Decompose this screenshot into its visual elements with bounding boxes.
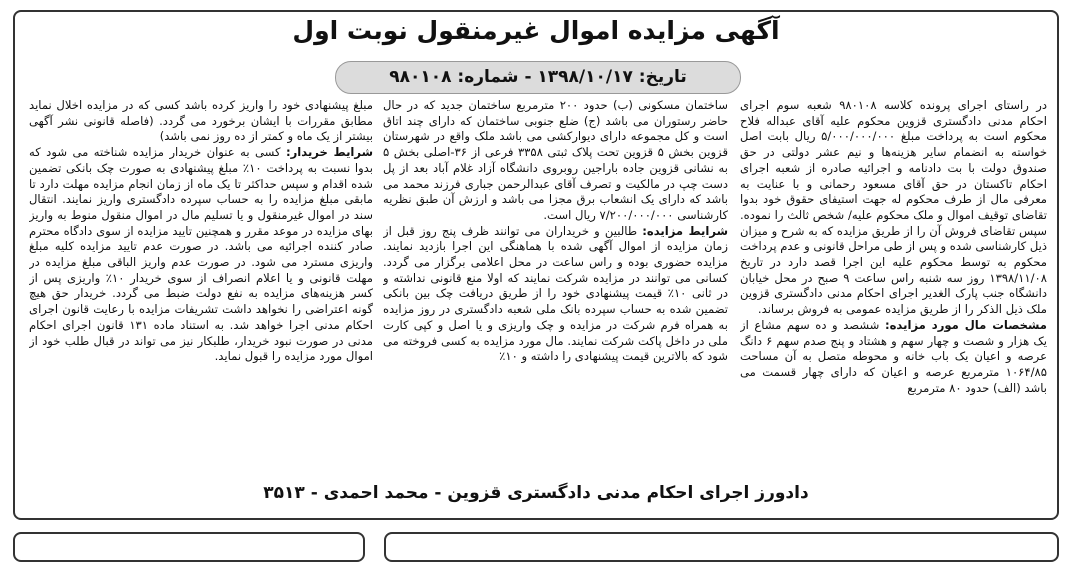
property-specs-text: ششصد و ده سهم مشاع از یک هزار و شصت و چهار سهم و هشتاد و پنج صدم سهم ۶ دانگ عرصه و اعیان یک باب خانه و محوطه متصل به آن مساحت ۱۰۶۴/۸۵ مترمربع عرصه و اعیان که دارای چهار قسمت می باشد (الف) حدود ۸۰ مترمربع xyxy=(740,317,1047,395)
continuation-paragraph: مبلغ پیشنهادی خود را واریز کرده باشد کسی که در مزایده اخلال نماید مطابق مقررات با ایشان برخورد می گردد. (فاصله قانونی نشر آگهی بیشتر از یک ماه و کمتر از ده روز نمی باشد) xyxy=(29,98,373,144)
auction-conditions-text: طالبین و خریداران می توانند ظرف پنج روز قبل از زمان مزایده از اموال آگهی شده با هماهنگی این اجرا بازدید نمایند. مزایده حضوری بوده و راس ساعت در محل اعلامی برگزار می گردد. کسانی می توانند در مزایده شرکت نمایند که اولا منع قانونی نداشته و در ثانی ۱۰٪ قیمت پیشنهادی خود را از طریق دریافت چک بین بانکی تضمین شده به حساب سپرده بانک ملی شعبه دادگستری در روز مزایده به همراه فرم شرکت در مزایده و چک واریزی و یا اصل و کپی کارت ملی در داخل پاکت شرکت نمایند. مال مورد مزایده به کسی فروخته می شود که بالاترین قیمت پیشنهادی را داشته و ۱۰٪ xyxy=(383,223,728,364)
notice-title: آگهی مزایده اموال غیرمنقول نوبت اول xyxy=(292,16,780,45)
property-description-paragraph: ساختمان مسکونی (ب) حدود ۲۰۰ مترمربع ساختمان جدید که در حال حاضر رستوران می باشد (ج) ضلع جنوبی ساختمان که دارای چند اتاق است و کل مجموعه دارای دیوارکشی می باشد ملک واقع در شهرستان قزوین بخش ۵ قزوین تحت پلاک ثبتی ۳۳۵۸ فرعی از ۳۶-اصلی بخش ۵ به نشانی قزوین جاده باراجین روبروی دانشگاه آزاد غلام آباد بعد از پل دست چپ در مالکیت و تصرف آقای عبدالرحمن جباری فرزند محمد می باشد که دارای یک انشعاب برق مجزا می باشد و ارزش آن طبق نظریه کارشناسی ۷/۲۰۰/۰۰۰/۰۰۰ ریال است. xyxy=(383,98,728,222)
auction-conditions-label: شرایط مزایده: xyxy=(642,223,728,238)
auction-notice xyxy=(13,10,1059,520)
auction-conditions-paragraph xyxy=(383,224,728,365)
property-specs-label: مشخصات مال مورد مزایده: xyxy=(884,317,1047,332)
property-specs-paragraph xyxy=(740,318,1047,397)
intro-paragraph: در راستای اجرای پرونده کلاسه ۹۸۰۱۰۸ شعبه سوم اجرای احکام مدنی دادگستری قزوین محکوم علیه آقای عبداله فلاح محکوم است به پرداخت مبلغ ۵/۰۰۰/۰۰۰/۰۰۰ ریال بابت اصل خواسته به انضمام سایر هزینه‌ها و نیم عشر دولتی در حق صندوق دولت با بت دادنامه و اجرائیه صادره از شعبه اجرای احکام تاکستان در حق آقای مسعود رحمانی و با عنایت به معرفی مال از طرف محکوم له جهت استیفای حقوق خود بدوا تقاضای توقیف اموال و ملک محکوم علیه/ شخص ثالث را نموده. سپس تقاضای فروش آن را از طریق مزایده که به شرح و میزان ذیل کارشناسی شده و پس از طی مراحل قانونی و عدم پرداخت محکوم به توسط محکوم علیه این اجرا قصد دارد در تاریخ ۱۳۹۸/۱۱/۰۸ روز سه شنبه راس ساعت ۹ صبح در محل خیابان دانشگاه جنب پارک الغدیر اجرای احکام مدنی دادگستری قزوین ملک ذیل الذکر را از طریق مزایده عمومی به فروش برساند. xyxy=(740,98,1047,317)
next-notice-left-frame xyxy=(13,532,365,562)
text-column-3 xyxy=(29,98,373,476)
signature-footer: دادورز اجرای احکام مدنی دادگستری قزوین - محمد احمدی - ۳۵۱۳ xyxy=(263,483,809,503)
buyer-conditions-text: کسی به عنوان خریدار مزایده شناخته می شود که بدوا نسبت به پرداخت ۱۰٪ مبلغ پیشنهادی به صورت چک بانکی تضمین شده اقدام و سپس حداکثر تا یک ماه از زمان انجام مزایده مهلت دارد تا مابقی مبلغ مزایده را به حساب سپرده دادگستری واریز نمایند. انتقال سند در اموال غیرمنقول و یا تسلیم مال در اموال منقول منوط به واریز بهای مزایده در موعد مقرر و همچنین تایید مزایده از سوی دادگاه محترم صادر کننده اجرائیه می باشد. در صورت عدم تایید مزایده کلیه مبلغ واریزی مسترد می شود. در صورت عدم واریز الباقی مبلغ مزایده در مهلت قانونی و یا اعلام انصراف از سوی خریدار ۱۰٪ واریزی پس از کسر هزینه‌های مزایده به نفع دولت ضبط می گردد. خریدار حق هیچ گونه اعتراضی را نخواهد داشت تشریفات مزایده با رعایت قانون اجرای احکام مدنی اجرا خواهد شد. به استناد ماده ۱۳۱ قانون اجرای احکام مدنی در صورت نبود خریدار، طلبکار نیز می تواند در قبال طلب خود از اموال مورد مزایده را قبول نماید. xyxy=(29,145,373,364)
buyer-conditions-label: شرایط خریدار: xyxy=(285,145,373,160)
date-number-banner: تاریخ: ۱۳۹۸/۱۰/۱۷ - شماره: ۹۸۰۱۰۸ xyxy=(335,61,741,94)
next-notice-right-frame xyxy=(384,532,1059,562)
buyer-conditions-paragraph xyxy=(29,145,373,365)
text-column-1 xyxy=(740,98,1047,476)
text-column-2 xyxy=(383,98,728,476)
